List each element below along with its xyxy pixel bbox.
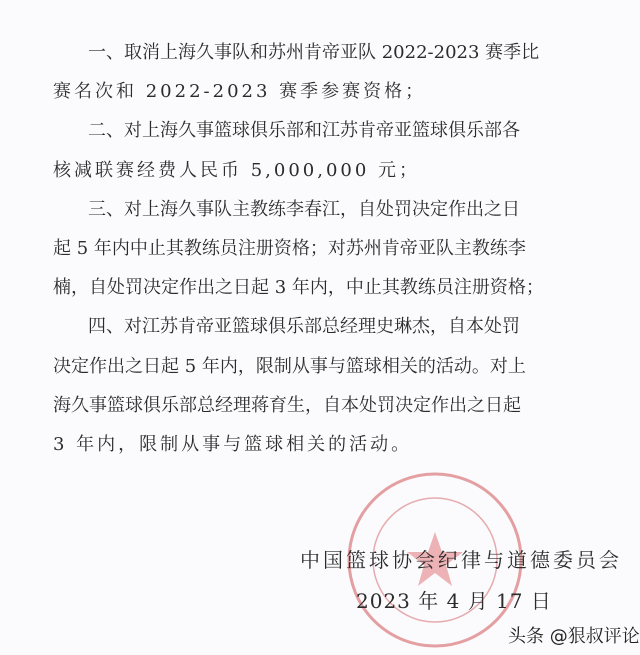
document-line: 核减联赛经费人民币 5,000,000 元； bbox=[53, 159, 421, 181]
document-line: 3 年内，限制从事与篮球相关的活动。 bbox=[53, 434, 413, 455]
watermark: 头条 @狠叔评论 bbox=[508, 626, 640, 647]
document-line: 决定作出之日起 5 年内，限制从事与篮球相关的活动。对上 bbox=[53, 355, 526, 377]
document-line: 二、对上海久事篮球俱乐部和江苏肯帝亚篮球俱乐部各 bbox=[88, 120, 520, 142]
document-line: 赛名次和 2022-2023 赛季参赛资格； bbox=[53, 81, 427, 103]
document-line: 海久事篮球俱乐部总经理蒋育生，自本处罚决定作出之日起 bbox=[53, 394, 521, 416]
signature-date: 2023 年 4 月 17 日 bbox=[356, 589, 552, 613]
document-line: 四、对江苏肯帝亚篮球俱乐部总经理史琳杰，自本处罚 bbox=[88, 316, 520, 338]
signature-organization: 中国篮球协会纪律与道德委员会 bbox=[300, 548, 622, 572]
document-line: 一、取消上海久事队和苏州肯帝亚队 2022-2023 赛季比 bbox=[88, 42, 540, 63]
document-line: 起 5 年内中止其教练员注册资格；对苏州肯帝亚队主教练李 bbox=[53, 238, 526, 259]
document-line: 楠，自处罚决定作出之日起 3 年内，中止其教练员注册资格； bbox=[53, 277, 544, 299]
document-line: 三、对上海久事队主教练李春江，自处罚决定作出之日 bbox=[88, 198, 520, 220]
